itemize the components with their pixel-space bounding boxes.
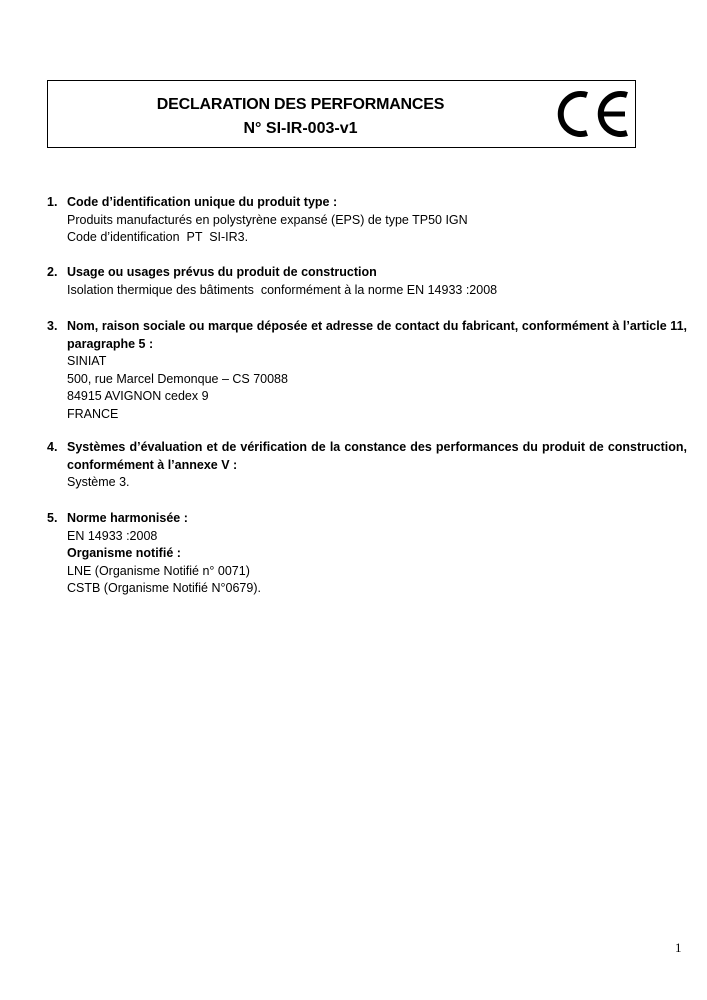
section-title: Code d’identification unique du produit type : [67,195,338,209]
section-5 [47,510,687,598]
section-number: 3. [47,319,58,333]
section-line: Isolation thermique des bâtiments conformément à la norme EN 14933 :2008 [67,282,498,297]
document-title: DECLARATION DES PERFORMANCES [156,96,445,113]
page-number: 1 [675,940,682,955]
section-line: LNE (Organisme Notifié n° 0071) [67,563,250,578]
section-1 [47,194,687,247]
section-4 [47,439,687,492]
section-line: Système 3. [67,475,130,489]
section-title: Nom, raison sociale ou marque déposée et adresse de contact du fabricant, conformément à l’article 11, paragraphe 5 : [67,319,687,351]
section-line: Code d’identification PT SI-IR3. [67,230,249,244]
section-subheading: Organisme notifié : [67,546,181,560]
section-title: Norme harmonisée : [67,511,188,525]
ce-mark-logo [553,88,633,140]
section-number: 1. [47,195,58,209]
section-line: 500, rue Marcel Demonque – CS 70088 [67,371,288,386]
section-title: Usage ou usages prévus du produit de construction [67,265,377,279]
section-line: EN 14933 :2008 [67,528,158,543]
section-number: 4. [47,440,58,454]
section-line: Produits manufacturés en polystyrène expansé (EPS) de type TP50 IGN [67,212,468,227]
section-2 [47,264,687,299]
header-box [47,80,636,148]
section-line: CSTB (Organisme Notifié N°0679). [67,581,261,595]
section-3 [47,318,687,423]
section-line: SINIAT [67,354,107,368]
section-line: FRANCE [67,406,119,421]
document-number: N° SI-IR-003-v1 [243,120,358,137]
section-number: 2. [47,265,58,279]
section-line: 84915 AVIGNON cedex 9 [67,389,209,403]
section-number: 5. [47,511,58,525]
section-title: Systèmes d’évaluation et de vérification de la constance des performances du produit de construction, conformément à l’annexe V : [67,440,687,472]
